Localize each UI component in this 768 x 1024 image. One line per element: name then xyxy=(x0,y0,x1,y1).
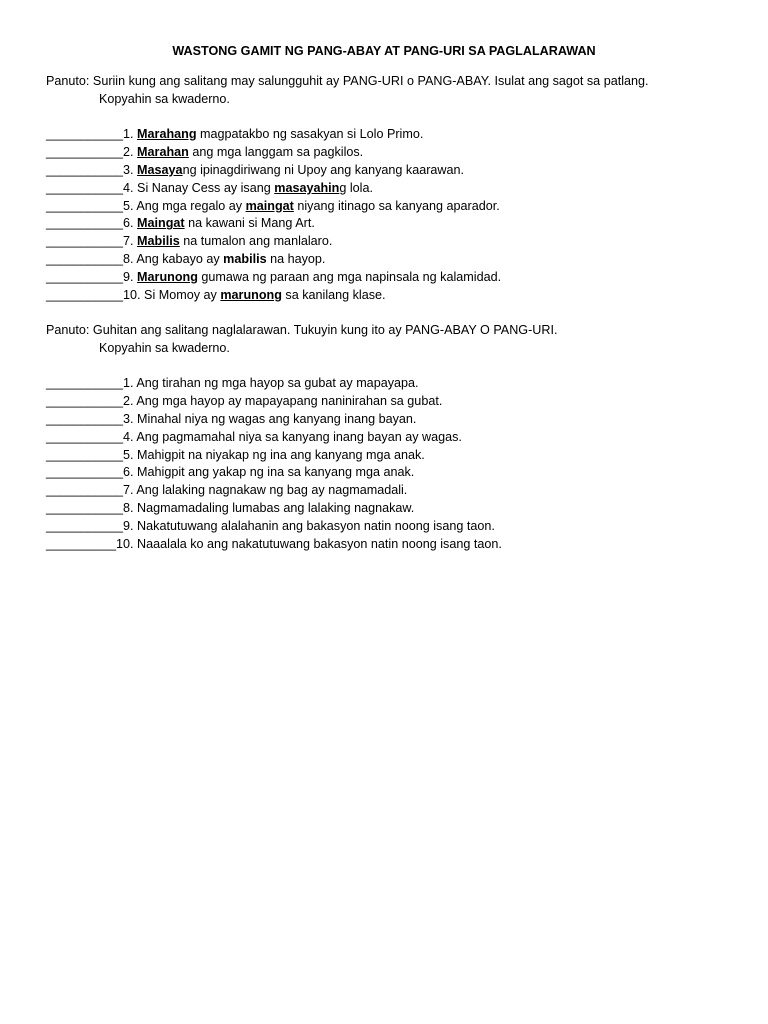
list-item: ___________5. Mahigpit na niyakap ng ina ang kanyang mga anak. xyxy=(46,447,425,462)
list-item xyxy=(46,198,746,216)
list-item: ___________6. Mahigpit ang yakap ng ina sa kanyang mga anak. xyxy=(46,465,415,480)
bold-word: mabilis xyxy=(223,252,267,267)
instruction-1-line1: Panuto: Suriin kung ang salitang may salungguhit ay PANG-URI o PANG-ABAY. Isulat ang sagot sa patlang. xyxy=(46,74,649,88)
list-item xyxy=(46,287,746,305)
item-text: ___________6. xyxy=(46,216,138,231)
page-title: WASTONG GAMIT NG PANG-ABAY AT PANG-URI SA PAGLALARAWAN xyxy=(172,44,596,58)
item-text: ___________5. Ang mga regalo ay xyxy=(46,198,246,213)
list-item: ___________7. Ang lalaking nagnakaw ng bag ay nagmamadali. xyxy=(46,483,408,498)
instruction-2-line1: Panuto: Guhitan ang salitang naglalarawan. Tukuyin kung ito ay PANG-ABAY O PANG-URI. xyxy=(46,323,558,337)
list-item: ___________1. Ang tirahan ng mga hayop sa gubat ay mapayapa. xyxy=(46,376,419,390)
item-text: ___________10. Si Momoy ay xyxy=(46,288,221,303)
underlined-word: maingat xyxy=(245,198,294,213)
underlined-word: Maingat xyxy=(137,216,185,231)
item-text: gumawa ng paraan ang mga napinsala ng kalamidad. xyxy=(197,270,502,285)
list-item xyxy=(46,180,746,198)
item-text: ___________4. Si Nanay Cess ay isang xyxy=(46,180,275,195)
list-item: ___________2. Ang mga hayop ay mapayapang naninirahan sa gubat. xyxy=(46,393,443,408)
list-item: __________10. Naaalala ko ang nakatutuwang bakasyon natin noong isang taon. xyxy=(46,537,502,552)
instruction-1 xyxy=(46,73,746,109)
list-item: ___________4. Ang pagmamahal niya sa kanyang inang bayan ay wagas. xyxy=(46,429,462,444)
item-text: ng ipinagdiriwang ni Upoy ang kanyang kaarawan. xyxy=(182,162,465,177)
item-text: sa kanilang klase. xyxy=(281,288,386,303)
list-item xyxy=(46,233,746,251)
underlined-word: masayahin xyxy=(274,180,340,195)
underlined-word: Marahang xyxy=(137,127,197,141)
list-item xyxy=(46,269,746,287)
list-item: ___________8. Nagmamadaling lumabas ang lalaking nagnakaw. xyxy=(46,501,415,516)
item-text: magpatakbo ng sasakyan si Lolo Primo. xyxy=(196,127,424,141)
list-item xyxy=(46,162,746,180)
item-list-2 xyxy=(46,375,746,554)
item-text: ___________7. xyxy=(46,234,138,249)
item-text: niyang itinago sa kanyang aparador. xyxy=(293,198,500,213)
item-text: ___________8. Ang kabayo ay xyxy=(46,252,224,267)
item-text: ang mga langgam sa pagkilos. xyxy=(188,144,364,159)
item-text: na hayop. xyxy=(266,252,326,267)
instruction-2 xyxy=(46,322,746,358)
item-text: na tumalon ang manlalaro. xyxy=(179,234,333,249)
underlined-word: Mabilis xyxy=(137,234,180,249)
instruction-1-line2: Kopyahin sa kwaderno. xyxy=(99,91,230,106)
item-text: ___________2. xyxy=(46,144,138,159)
underlined-word: Masaya xyxy=(137,162,183,177)
item-text: g lola. xyxy=(339,180,373,195)
item-text: ___________9. xyxy=(46,270,138,285)
list-item xyxy=(46,215,746,233)
instruction-2-line2: Kopyahin sa kwaderno. xyxy=(99,340,230,355)
list-item: ___________9. Nakatutuwang alalahanin ang bakasyon natin noong isang taon. xyxy=(46,519,495,534)
underlined-word: marunong xyxy=(220,288,282,303)
list-item: ___________3. Minahal niya ng wagas ang kanyang inang bayan. xyxy=(46,411,417,426)
list-item xyxy=(46,144,746,162)
underlined-word: Marunong xyxy=(137,270,198,285)
underlined-word: Marahan xyxy=(137,144,189,159)
list-item xyxy=(46,126,746,144)
list-item xyxy=(46,251,746,269)
item-text: ___________1. xyxy=(46,127,138,141)
item-text: ___________3. xyxy=(46,162,138,177)
item-list-1 xyxy=(46,126,746,305)
item-text: na kawani si Mang Art. xyxy=(184,216,315,231)
